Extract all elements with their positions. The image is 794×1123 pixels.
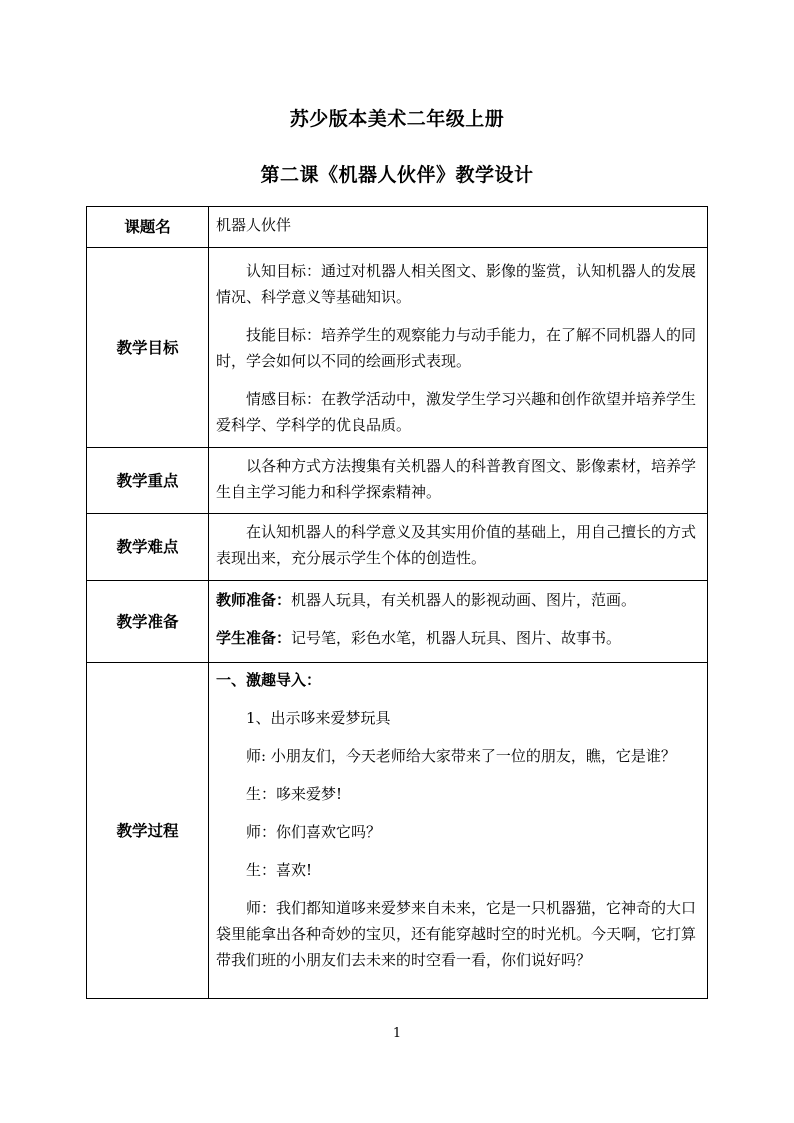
table-row-goals <box>87 248 708 448</box>
table-row-difficulty <box>87 514 708 581</box>
page-number: 1 <box>392 1026 402 1041</box>
focus-text: 以各种方式方法搜集有关机器人的科普教育图文、影像素材，培养学生自主学习能力和科学探索精神。 <box>216 457 697 501</box>
row-label-goals: 教学目标 <box>87 248 209 448</box>
teacher-prep <box>216 587 701 613</box>
row-label-difficulty: 教学难点 <box>87 514 209 581</box>
row-label-prep: 教学准备 <box>87 581 209 663</box>
teacher-prep-label: 教师准备： <box>216 591 292 609</box>
dialogue-line: 师：我们都知道哆来爱梦来自未来，它是一只机器猫，它神奇的大口袋里能拿出各种奇妙的宝贝，还有能穿越时空的时光机。今天啊，它打算带我们班的小朋友们去未来的时空看一看，你们说好吗？ <box>216 899 697 969</box>
row-content-process <box>209 663 708 999</box>
row-content-prep <box>209 581 708 663</box>
document-title: 苏少版本美术二年级上册 <box>289 108 505 130</box>
goal-skill: 技能目标：培养学生的观察能力与动手能力，在了解不同机器人的同时，学会如何以不同的绘画形式表现。 <box>216 326 697 370</box>
goal-emotion: 情感目标：在教学活动中，激发学生学习兴趣和创作欲望并培养学生爱科学、学科学的优良品质。 <box>216 390 697 434</box>
row-label-topic: 课题名 <box>87 207 209 248</box>
table-row-process <box>87 663 708 999</box>
difficulty-text: 在认知机器人的科学意义及其实用价值的基础上，用自己擅长的方式表现出来，充分展示学生个体的创造性。 <box>216 523 697 567</box>
student-prep-text: 记号笔，彩色水笔，机器人玩具、图片、故事书。 <box>291 629 622 647</box>
dialogue-line: 生：哆来爱梦! <box>246 785 343 803</box>
student-prep-label: 学生准备： <box>216 629 292 647</box>
row-content-focus <box>209 448 708 514</box>
row-content-goals <box>209 248 708 448</box>
table-row-prep <box>87 581 708 663</box>
topic-text: 机器人伙伴 <box>216 216 292 234</box>
dialogue-line: 生：喜欢! <box>246 861 313 879</box>
lesson-plan-table <box>86 206 708 999</box>
table-row-focus <box>87 448 708 514</box>
row-label-process: 教学过程 <box>87 663 209 999</box>
process-heading: 一、激趣导入： <box>216 671 322 689</box>
goal-cognitive: 认知目标：通过对机器人相关图文、影像的鉴赏，认知机器人的发展情况、科学意义等基础知识。 <box>216 262 697 306</box>
table-row-topic <box>87 207 708 248</box>
document-subtitle: 第二课《机器人伙伴》教学设计 <box>260 164 534 186</box>
student-prep <box>216 625 701 651</box>
row-content-topic <box>209 207 708 248</box>
dialogue-line: 师: 小朋友们，今天老师给大家带来了一位的朋友，瞧，它是谁？ <box>246 747 676 765</box>
row-label-focus: 教学重点 <box>87 448 209 514</box>
row-content-difficulty <box>209 514 708 581</box>
teacher-prep-text: 机器人玩具，有关机器人的影视动画、图片，范画。 <box>291 591 637 609</box>
dialogue-line: 师：你们喜欢它吗？ <box>246 823 382 841</box>
process-step-1: 1、出示哆来爱梦玩具 <box>246 709 391 727</box>
